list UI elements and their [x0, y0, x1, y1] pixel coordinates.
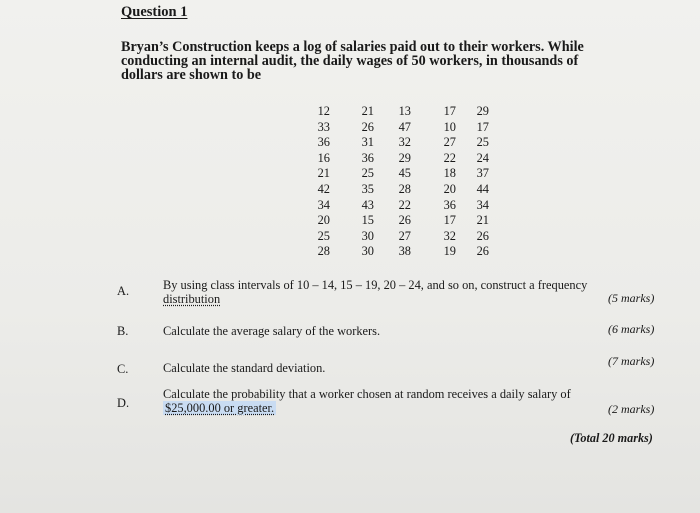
table-cell: 15: [361, 213, 374, 228]
wages-table: [300, 104, 489, 260]
table-cell: 13: [398, 104, 411, 118]
table-cell: 10: [443, 119, 456, 134]
table-cell: 36: [443, 197, 456, 212]
part-d-line-1: Calculate the probability that a worker chosen at random receives a daily salary of: [163, 387, 571, 401]
table-cell: 29: [398, 150, 411, 165]
table-cell: 21: [317, 166, 330, 181]
table-cell: 34: [476, 197, 489, 212]
part-d-line-2: $25,000.00 or greater.: [165, 401, 275, 415]
table-cell: 38: [398, 244, 411, 259]
table-cell: 22: [398, 197, 411, 212]
question-heading: Question 1: [121, 4, 188, 20]
part-a-line-1: By using class intervals of 10 – 14, 15 – 19, 20 – 24, and so on, construct a frequency: [163, 278, 588, 292]
table-cell: 26: [361, 119, 374, 134]
table-cell: 42: [317, 181, 330, 196]
table-cell: 21: [361, 104, 374, 118]
table-row: [300, 120, 489, 136]
part-a-letter: A.: [117, 284, 130, 298]
table-cell: 25: [361, 166, 374, 181]
part-d-marks: (2 marks): [608, 402, 655, 416]
table-cell: 36: [361, 150, 374, 165]
table-cell: 19: [443, 244, 456, 259]
table-cell: 44: [476, 181, 489, 196]
part-c-text: Calculate the standard deviation.: [163, 361, 326, 375]
table-cell: 36: [317, 135, 330, 150]
table-cell: 45: [398, 166, 411, 181]
table-row: [300, 135, 489, 151]
table-cell: 17: [443, 104, 456, 118]
intro-line-2: conducting an internal audit, the daily wages of 50 workers, in thousands of: [121, 53, 579, 69]
table-cell: 26: [476, 228, 489, 243]
table-cell: 29: [476, 104, 489, 118]
part-c-letter: C.: [117, 362, 129, 376]
table-cell: 17: [443, 213, 456, 228]
table-cell: 26: [476, 244, 489, 259]
table-cell: 25: [476, 135, 489, 150]
table-row: [300, 104, 489, 120]
part-a-line-2: distribution: [163, 292, 221, 306]
part-b-text: Calculate the average salary of the workers.: [163, 324, 381, 338]
part-b-marks: (6 marks): [608, 322, 655, 336]
part-d-letter: D.: [117, 396, 130, 410]
table-cell: 30: [361, 228, 374, 243]
table-cell: 27: [443, 135, 456, 150]
table-cell: 30: [361, 244, 374, 259]
intro-line-1: Bryan’s Construction keeps a log of salaries paid out to their workers. While: [121, 39, 584, 55]
part-a-text: [163, 278, 643, 306]
table-cell: 17: [476, 119, 489, 134]
table-row: [300, 213, 489, 229]
table-cell: 20: [443, 181, 456, 196]
table-row: [300, 198, 489, 214]
table-row: [300, 166, 489, 182]
table-cell: 24: [476, 150, 489, 165]
part-c-marks: (7 marks): [608, 354, 655, 368]
part-a-marks: (5 marks): [608, 291, 655, 305]
table-cell: 12: [317, 104, 330, 118]
table-cell: 21: [476, 213, 489, 228]
intro-line-3: dollars are shown to be: [121, 67, 262, 83]
part-b-letter: B.: [117, 324, 129, 338]
table-cell: 20: [317, 213, 330, 228]
table-cell: 32: [398, 135, 411, 150]
table-cell: 35: [361, 181, 374, 196]
table-cell: 27: [398, 228, 411, 243]
table-cell: 25: [317, 228, 330, 243]
table-cell: 37: [476, 166, 489, 181]
table-row: [300, 229, 489, 245]
table-cell: 18: [443, 166, 456, 181]
table-cell: 47: [398, 119, 411, 134]
table-cell: 22: [443, 150, 456, 165]
table-row: [300, 244, 489, 260]
table-row: [300, 151, 489, 167]
table-cell: 26: [398, 213, 411, 228]
table-cell: 31: [361, 135, 374, 150]
question-intro: [121, 40, 641, 82]
part-d-text: [163, 387, 643, 415]
table-cell: 16: [317, 150, 330, 165]
table-row: [300, 182, 489, 198]
table-cell: 33: [317, 119, 330, 134]
table-cell: 43: [361, 197, 374, 212]
table-cell: 28: [317, 244, 330, 259]
table-cell: 34: [317, 197, 330, 212]
total-marks: (Total 20 marks): [570, 431, 653, 445]
table-cell: 28: [398, 181, 411, 196]
table-cell: 32: [443, 228, 456, 243]
